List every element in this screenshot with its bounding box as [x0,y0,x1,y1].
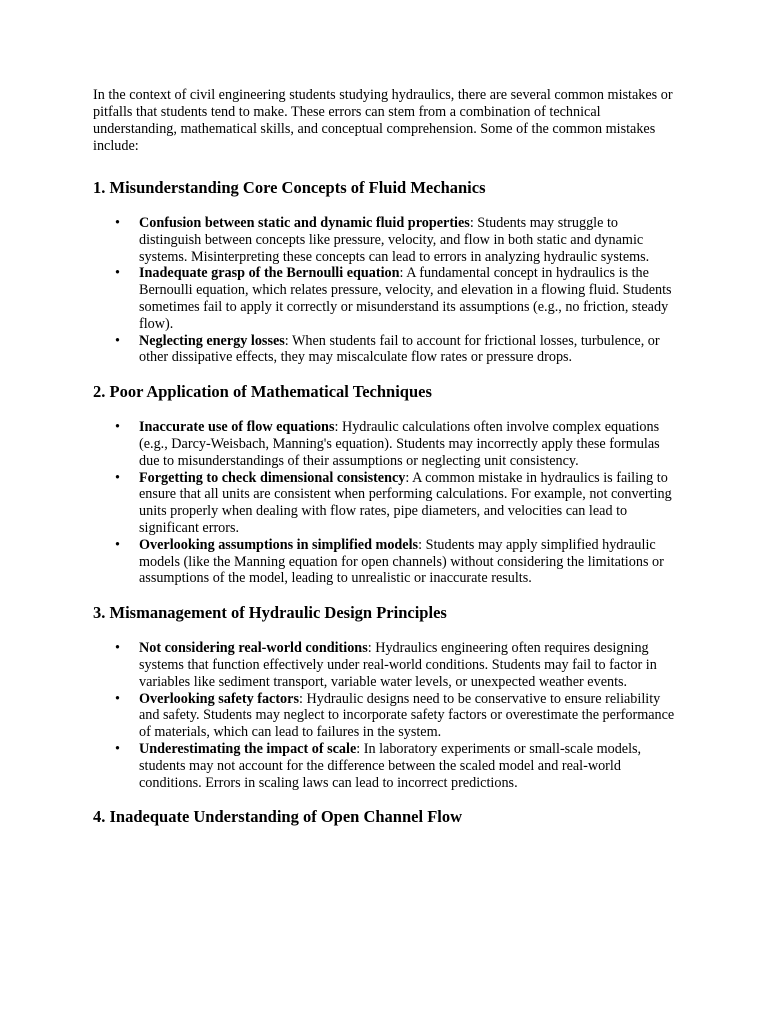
item-text: : A common mistake in hydraulics is failing to ensure that all units are consistent when performing calculations. For example, not converting units properly when dealing with flow rates, pipe diameters, and velocities can lead to significant errors. [139,469,672,536]
list-item [115,419,678,469]
intro-paragraph: In the context of civil engineering students studying hydraulics, there are several common mistakes or pitfalls that students tend to make. These errors can stem from a combination of technical understanding, mathematical skills, and conceptual comprehension. Some of the common mistakes include: [93,87,673,154]
item-term: Underestimating the impact of scale [139,740,357,757]
item-text: : In laboratory experiments or small-scale models, students may not account for the difference between the scaled model and real-world conditions. Errors in scaling laws can lead to incorrect predictions. [139,740,642,791]
section-heading-3: 3. Mismanagement of Hydraulic Design Principles [93,603,447,623]
item-text: : Hydraulic designs need to be conservative to ensure reliability and safety. Students may neglect to incorporate safety factors or overestimate the performance of materials, which can lead to failures in the system. [139,690,675,741]
list-item [115,332,678,367]
section-3-list [93,640,678,791]
list-item [115,215,678,265]
item-text: : Students may apply simplified hydraulic models (like the Manning equation for open channels) without considering the limitations or assumptions of the model, leading to unrealistic or inaccurate results. [139,536,664,587]
item-text: : A fundamental concept in hydraulics is the Bernoulli equation, which relates pressure, velocity, and elevation in a flowing fluid. Students sometimes fail to apply it correctly or misunderstand its assumptions (e.g., no friction, steady flow). [139,265,672,332]
list-item [115,265,678,332]
list-item [115,536,678,587]
list-item [115,469,678,537]
bullet-icon: • [115,332,120,349]
section-1-list [93,215,678,366]
item-text: : Hydraulics engineering often requires designing systems that function effectively under real-world conditions. Students may fail to factor in variables like sediment transport, variable water levels, or unexpected weather events. [139,640,657,690]
bullet-icon: • [115,265,120,282]
bullet-icon: • [115,690,120,707]
bullet-icon: • [115,740,120,757]
item-term: Forgetting to check dimensional consistency [139,469,406,486]
section-heading-1: 1. Misunderstanding Core Concepts of Fluid Mechanics [93,178,486,197]
bullet-icon: • [115,215,120,231]
bullet-icon: • [115,469,120,486]
item-term: Overlooking assumptions in simplified models [139,536,419,553]
item-term: Inaccurate use of flow equations [139,419,335,436]
item-text: : Students may struggle to distinguish between concepts like pressure, velocity, and flow in both static and dynamic systems. Misinterpreting these concepts can lead to errors in analyzing hydraulic systems. [139,215,650,265]
bullet-icon: • [115,536,120,553]
section-2-list [93,419,678,587]
list-item [115,690,678,741]
bullet-icon: • [115,640,120,657]
list-item [115,740,678,791]
section-heading-2: 2. Poor Application of Mathematical Techniques [93,382,432,402]
item-term: Not considering real-world conditions [139,640,368,657]
list-item [115,640,678,690]
item-term: Overlooking safety factors [139,690,299,707]
section-heading-4: 4. Inadequate Understanding of Open Channel Flow [93,807,463,827]
item-term: Neglecting energy losses [139,332,285,349]
item-term: Inadequate grasp of the Bernoulli equation [139,265,400,282]
item-text: : When students fail to account for frictional losses, turbulence, or other dissipative effects, they may miscalculate flow rates or pressure drops. [139,332,660,366]
item-term: Confusion between static and dynamic fluid properties [139,215,470,231]
bullet-icon: • [115,419,120,436]
item-text: : Hydraulic calculations often involve complex equations (e.g., Darcy-Weisbach, Manning's equation). Students may incorrectly apply these formulas due to misunderstandings of their assumptions or neglecting unit consistency. [139,419,660,469]
